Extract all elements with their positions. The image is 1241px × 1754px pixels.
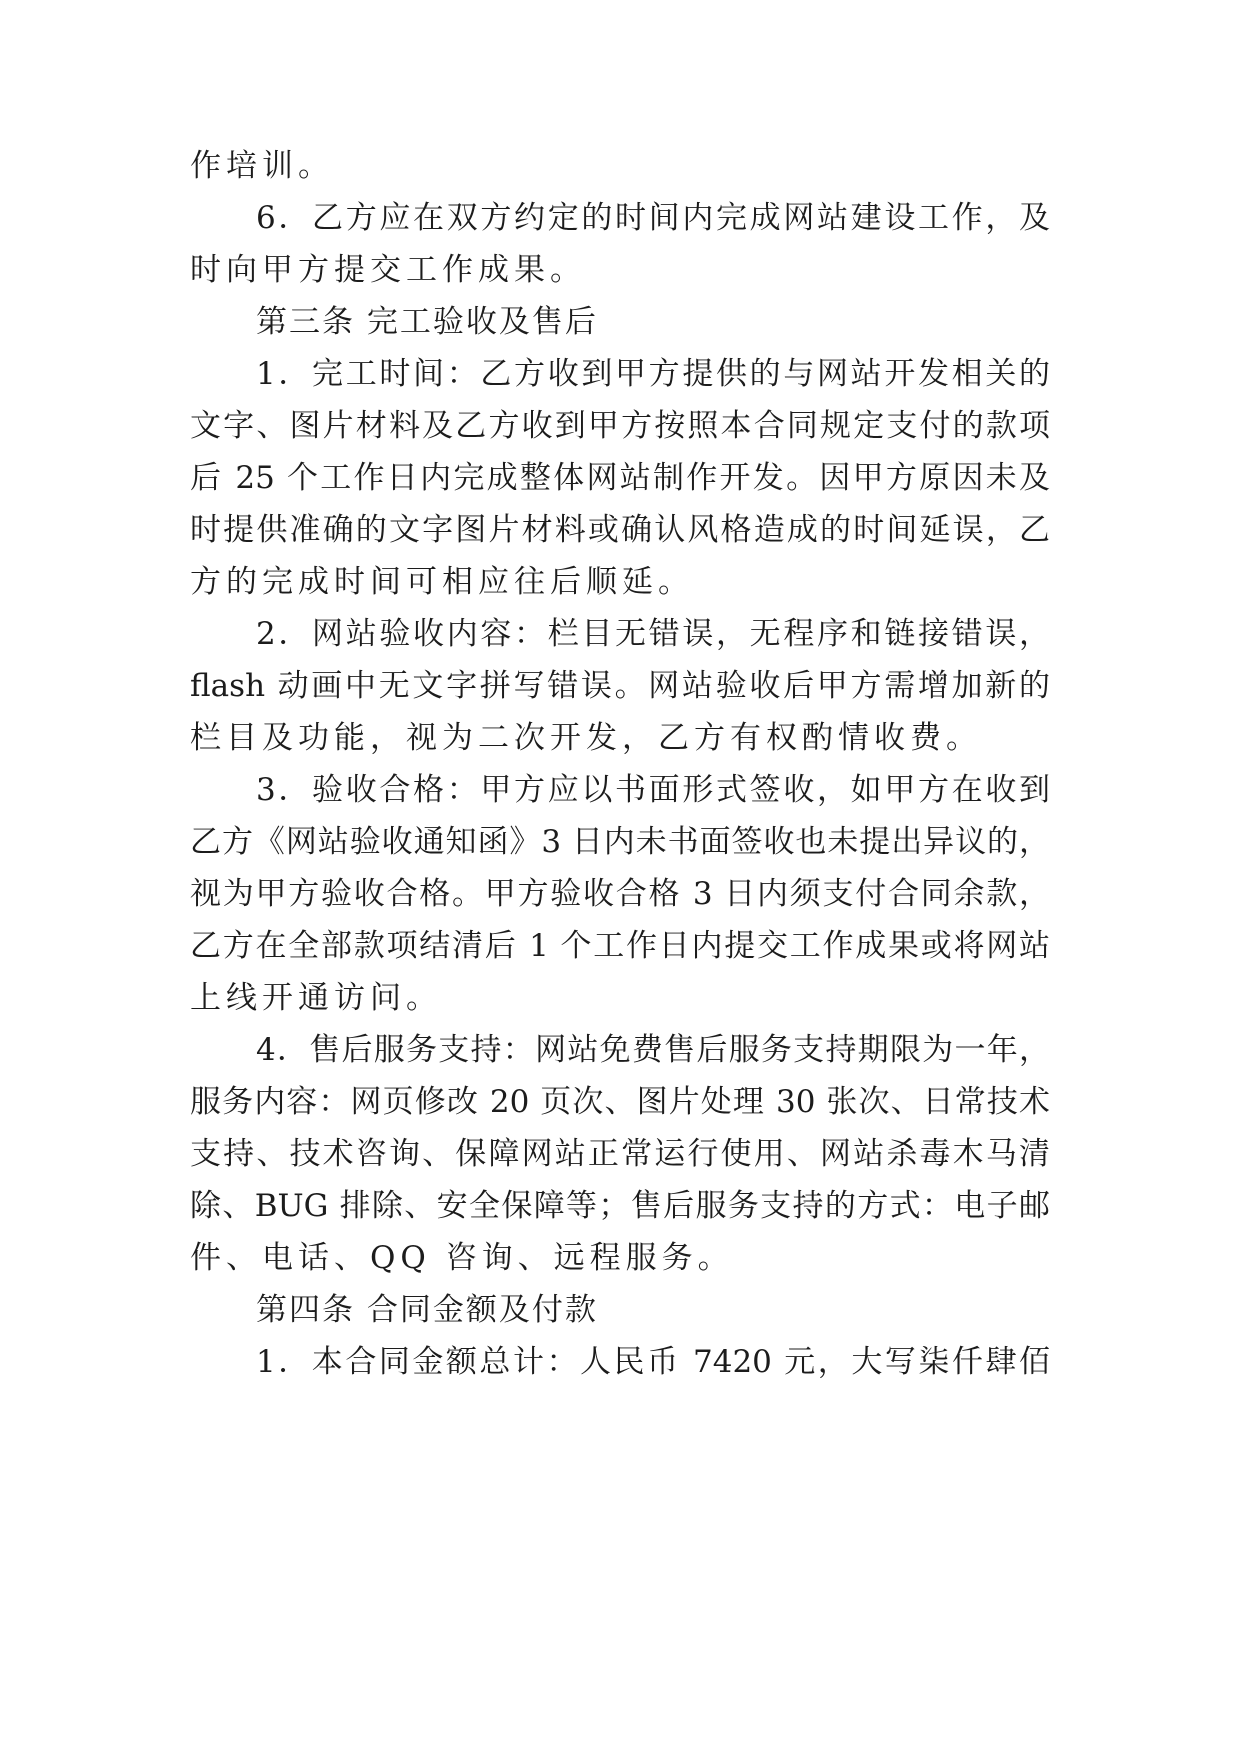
text-line: 支持、技术咨询、保障网站正常运行使用、网站杀毒木马清 [190, 1136, 1050, 1172]
text-line: 时向甲方提交工作成果。 [190, 252, 586, 288]
text-line: 6．乙方应在双方约定的时间内完成网站建设工作，及 [256, 200, 1050, 236]
text-line: 2．网站验收内容：栏目无错误，无程序和链接错误， [256, 616, 1050, 652]
text-line: 乙方在全部款项结清后 1 个工作日内提交工作成果或将网站 [190, 928, 1050, 964]
section-heading: 第三条 完工验收及售后 [256, 304, 598, 340]
text-line: flash 动画中无文字拼写错误。网站验收后甲方需增加新的 [190, 668, 1050, 704]
text-line: 时提供准确的文字图片材料或确认风格造成的时间延误，乙 [190, 512, 1050, 548]
text-line: 视为甲方验收合格。甲方验收合格 3 日内须支付合同余款， [190, 876, 1050, 912]
text-line: 1．本合同金额总计：人民币 7420 元，大写柒仟肆佰 [256, 1344, 1050, 1380]
text-line: 文字、图片材料及乙方收到甲方按照本合同规定支付的款项 [190, 408, 1050, 444]
text-line: 3．验收合格：甲方应以书面形式签收，如甲方在收到 [256, 772, 1050, 808]
text-line: 上线开通访问。 [190, 980, 442, 1016]
text-line: 方的完成时间可相应往后顺延。 [190, 564, 694, 600]
text-line: 后 25 个工作日内完成整体网站制作开发。因甲方原因未及 [190, 460, 1050, 496]
text-line: 件、电话、QQ 咨询、远程服务。 [190, 1240, 734, 1276]
text-line: 除、BUG 排除、安全保障等；售后服务支持的方式：电子邮 [190, 1188, 1050, 1224]
text-line: 服务内容：网页修改 20 页次、图片处理 30 张次、日常技术 [190, 1084, 1050, 1120]
section-heading: 第四条 合同金额及付款 [256, 1292, 598, 1328]
text-line: 4．售后服务支持：网站免费售后服务支持期限为一年， [256, 1032, 1050, 1068]
text-line: 作培训。 [190, 148, 334, 184]
text-line: 栏目及功能，视为二次开发，乙方有权酌情收费。 [190, 720, 982, 756]
text-line: 乙方《网站验收通知函》3 日内未书面签收也未提出异议的， [190, 824, 1050, 860]
text-line: 1．完工时间：乙方收到甲方提供的与网站开发相关的 [256, 356, 1050, 392]
